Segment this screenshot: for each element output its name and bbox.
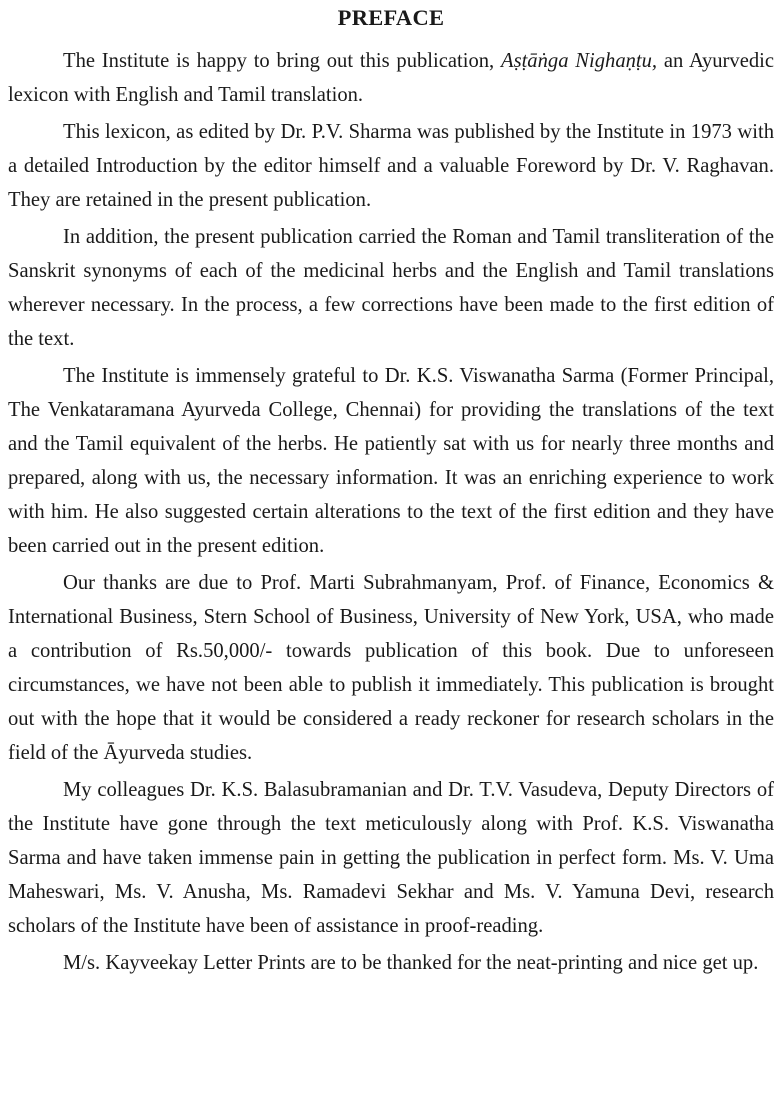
- paragraph-acknowledgement-printers: M/s. Kayveekay Letter Prints are to be thanked for the neat-printing and nice get up.: [63, 952, 759, 974]
- paragraph-lexicon-history: This lexicon, as edited by Dr. P.V. Sharma was published by the Institute in 1973 with a detailed Introduction by the editor himself and a valuable Foreword by Dr. V. Raghavan. They are retained in the present publication.: [8, 121, 774, 211]
- document-page: [8, 0, 774, 983]
- paragraph-intro: [8, 44, 774, 112]
- page-title: PREFACE: [337, 5, 445, 30]
- intro-text-before: The Institute is happy to bring out this publication,: [63, 50, 501, 72]
- intro-text-after: an Ayurvedic lexicon with English and Tamil translation.: [8, 50, 774, 106]
- paragraph-additions: In addition, the present publication carried the Roman and Tamil transliteration of the Sanskrit synonyms of each of the medicinal herbs and the English and Tamil translations wherever necessary. In the process, a few corrections have been made to the first edition of the text.: [8, 226, 774, 350]
- paragraph-acknowledgement-colleagues: My colleagues Dr. K.S. Balasubramanian and Dr. T.V. Vasudeva, Deputy Directors of the Institute have gone through the text meticulously along with Prof. K.S. Viswanatha Sarma and have taken immense pain in getting the publication in perfect form. Ms. V. Uma Maheswari, Ms. V. Anusha, Ms. Ramadevi Sekhar and Ms. V. Yamuna Devi, research scholars of the Institute have been of assistance in proof-reading.: [8, 779, 774, 937]
- paragraph-acknowledgement-sarma: The Institute is immensely grateful to Dr. K.S. Viswanatha Sarma (Former Principal, The Venkataramana Ayurveda College, Chennai) for providing the translations of the text and the Tamil equivalent of the herbs. He patiently sat with us for nearly three months and prepared, along with us, the necessary information. It was an enriching experience to work with him. He also suggested certain alterations to the text of the first edition and they have been carried out in the present edition.: [8, 365, 774, 557]
- paragraph-acknowledgement-donor: Our thanks are due to Prof. Marti Subrahmanyam, Prof. of Finance, Economics & International Business, Stern School of Business, University of New York, USA, who made a contribution of Rs.50,000/- towards publication of this book. Due to unforeseen circumstances, we have not been able to publish it immediately. This publication is brought out with the hope that it would be considered a ready reckoner for research scholars in the field of the Āyurveda studies.: [8, 572, 774, 764]
- book-title: Aṣṭāṅga Nighaṇṭu,: [500, 50, 658, 72]
